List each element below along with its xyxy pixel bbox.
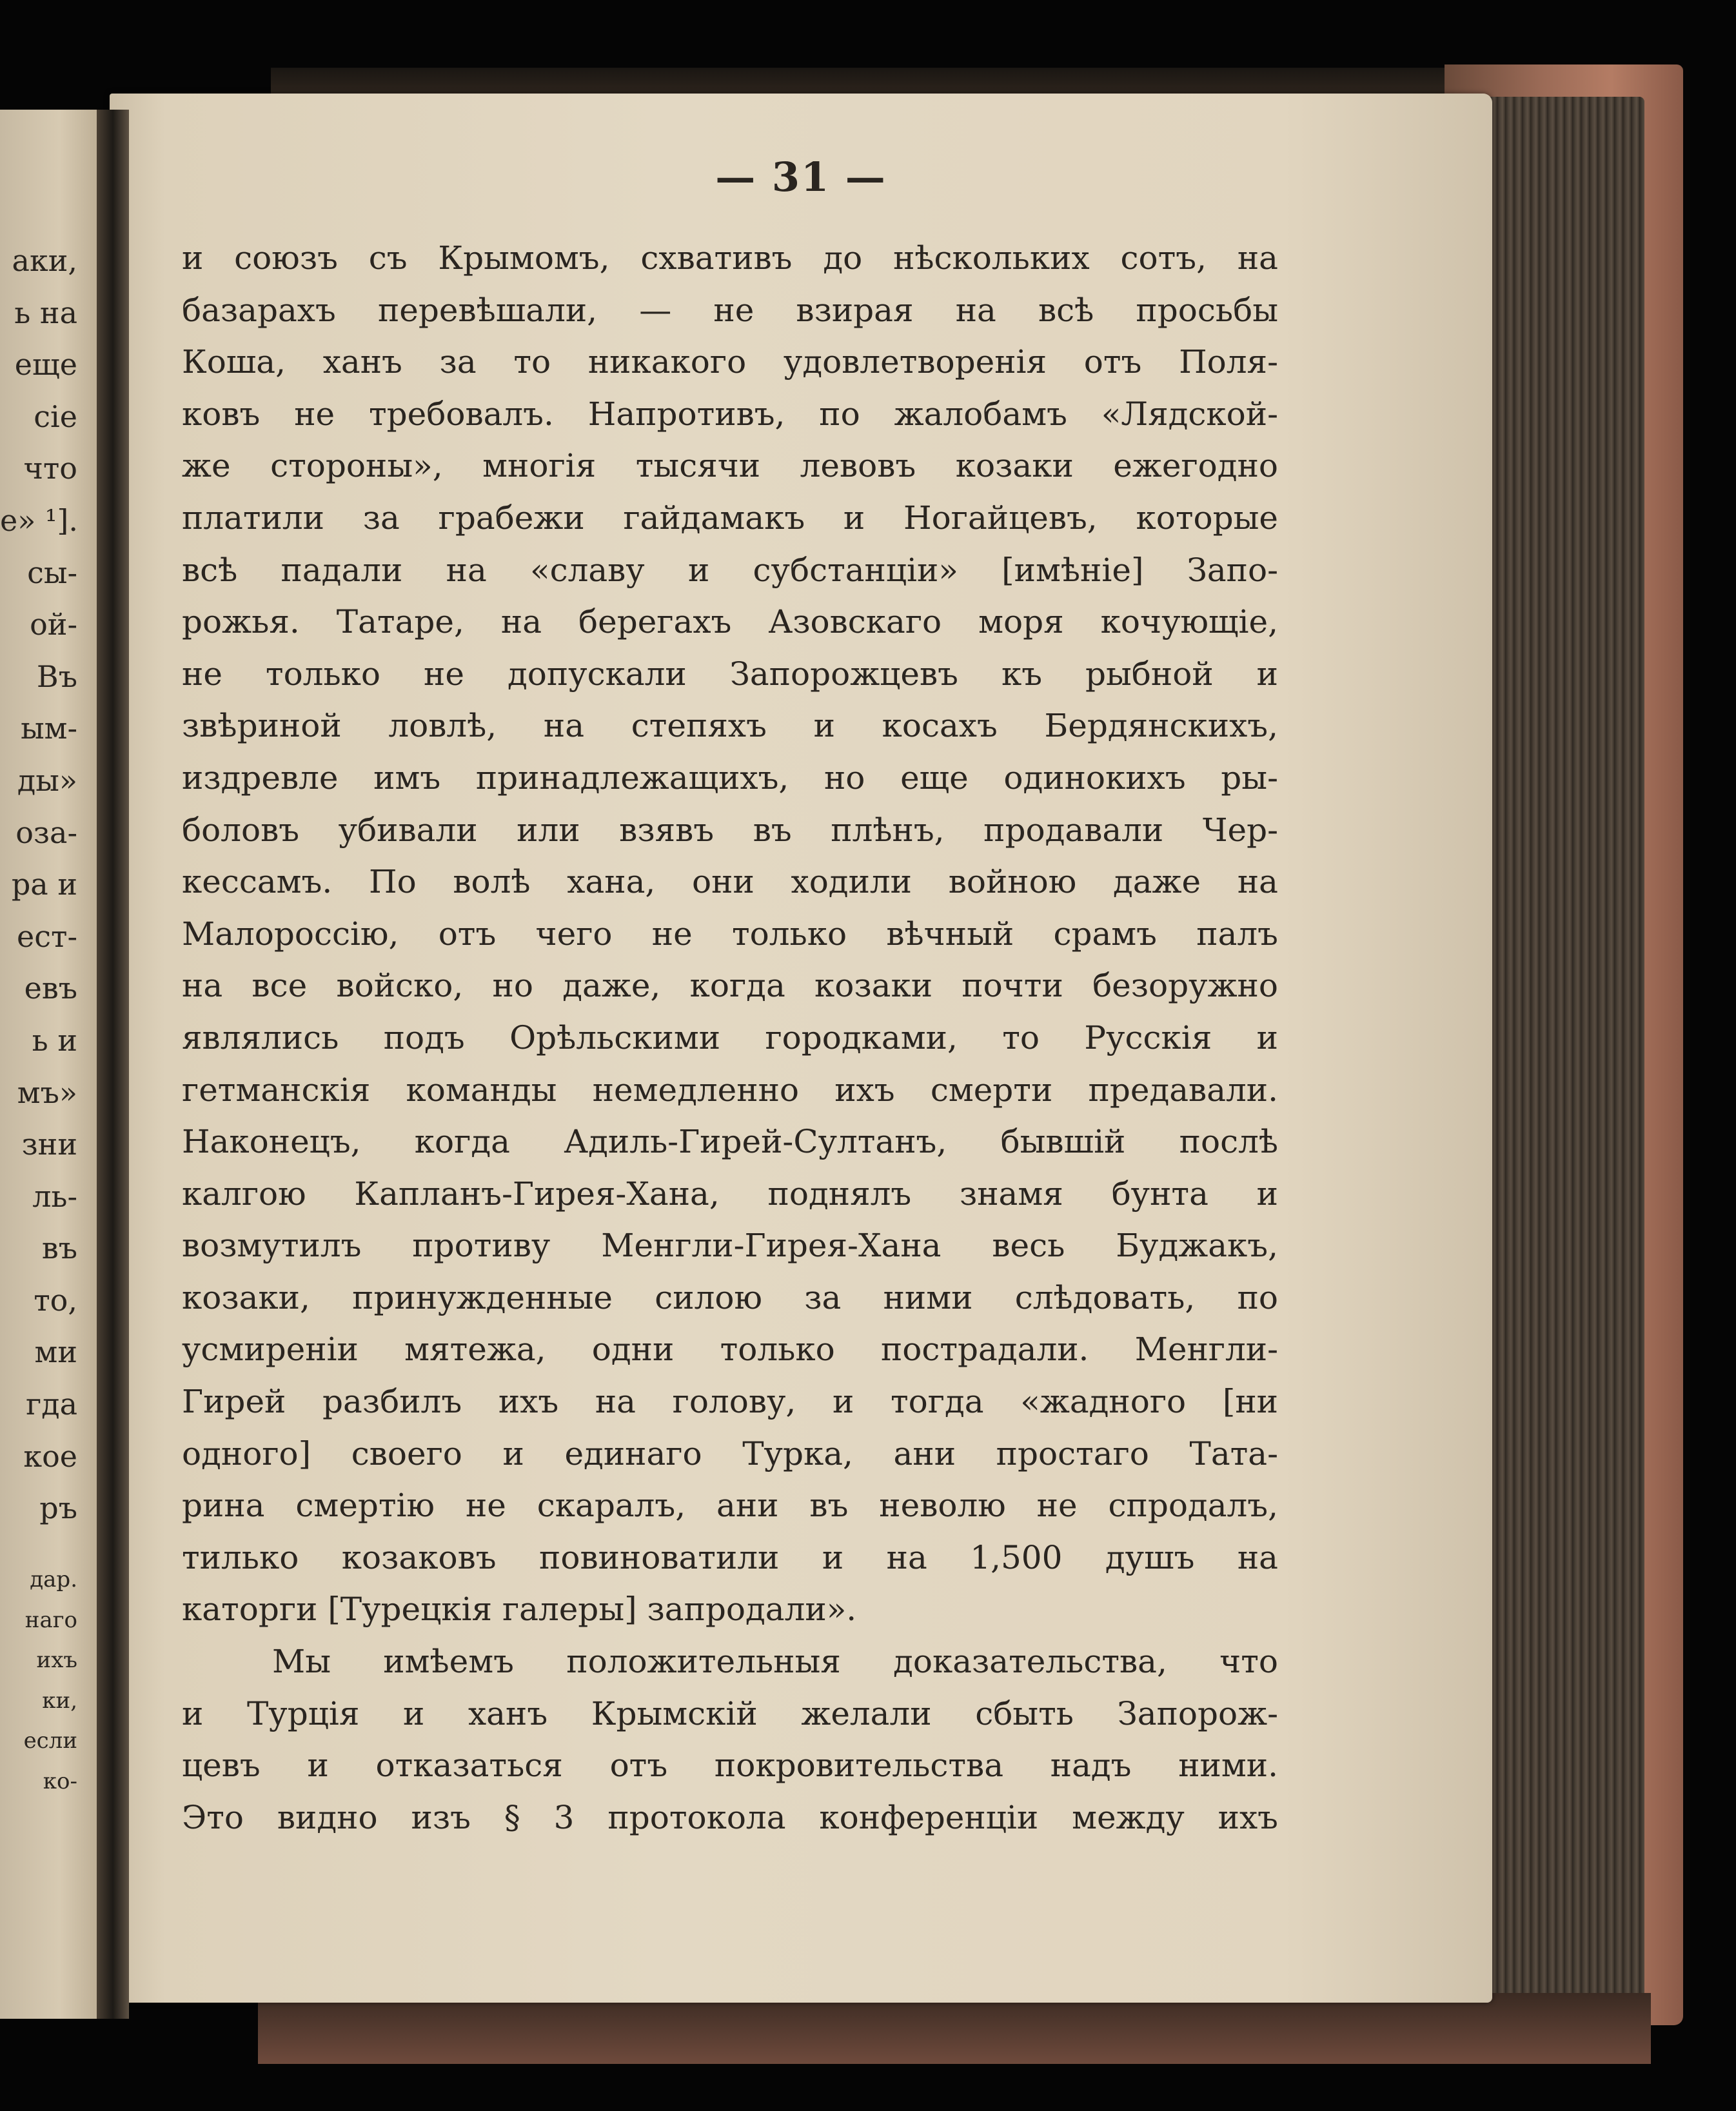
- cover-board-bottom: [258, 1993, 1651, 2064]
- text-line: калгою Капланъ-Гирея-Хана, поднялъ знамя бунта и: [182, 1174, 1278, 1213]
- text-line: издревле имъ принадлежащихъ, но еще одинокихъ ры-: [182, 758, 1278, 797]
- left-note-fragment: если: [23, 1728, 77, 1754]
- text-line: же стороны», многія тысячи левовъ козаки ежегодно: [182, 447, 1278, 485]
- text-line: козаки, принужденные силою за ними слѣдовать, по: [182, 1278, 1278, 1316]
- text-line: усмиреніи мятежа, одни только пострадали. Менгли-: [182, 1331, 1278, 1369]
- text-line: всѣ падали на «славу и субстанціи» [имѣніе] Запо-: [182, 551, 1278, 589]
- left-fragment: гда: [26, 1387, 77, 1422]
- left-fragment: ь на: [14, 295, 77, 330]
- text-line: каторги [Турецкія галеры] запродали».: [182, 1591, 857, 1629]
- text-line: и Турція и ханъ Крымскій желали сбыть Запорож-: [182, 1694, 1278, 1732]
- left-fragment: ды»: [17, 762, 77, 798]
- text-line: на все войско, но даже, когда козаки почти безоружно: [182, 967, 1278, 1005]
- left-fragment: мъ»: [17, 1075, 77, 1110]
- text-line: Гирей разбилъ ихъ на голову, и тогда «жадного [ни: [182, 1383, 1278, 1421]
- left-fragment: ой-: [30, 607, 77, 642]
- left-fragment: еще: [14, 347, 77, 382]
- left-fragment: ми: [34, 1334, 77, 1370]
- text-line: платили за грабежи гайдамакъ и Ногайцевъ, которые: [182, 499, 1278, 537]
- left-page-text-fragments: [0, 235, 77, 1534]
- text-line: одного] своего и единаго Турка, ани простаго Тата-: [182, 1434, 1278, 1472]
- text-line: рожья. Татаре, на берегахъ Азовскаго моря кочующіе,: [182, 603, 1278, 641]
- left-note-fragment: дар.: [30, 1567, 77, 1592]
- left-fragment: кое: [23, 1438, 77, 1474]
- left-fragment: е» ¹].: [0, 502, 78, 538]
- text-line: Это видно изъ § 3 протокола конференціи между ихъ: [182, 1798, 1278, 1836]
- text-line: гетманскія команды немедленно ихъ смерти предавали.: [182, 1071, 1278, 1109]
- text-line: ковъ не требовалъ. Напротивъ, по жалобамъ «Лядской-: [182, 395, 1278, 433]
- left-page-footnote-fragments: [0, 1560, 77, 1801]
- left-note-fragment: ихъ: [36, 1647, 77, 1673]
- text-line: рина смертію не скаралъ, ани въ неволю не спродалъ,: [182, 1487, 1278, 1525]
- left-note-fragment: ко-: [43, 1768, 77, 1794]
- page-number: — 31 —: [715, 154, 887, 201]
- left-fragment: Въ: [36, 659, 77, 694]
- left-fragment: ра и: [11, 867, 77, 902]
- left-fragment: аки,: [12, 243, 77, 278]
- left-fragment: ест-: [17, 918, 77, 954]
- text-line: кессамъ. По волѣ хана, они ходили войною даже на: [182, 863, 1278, 901]
- left-fragment: что: [23, 451, 77, 486]
- text-line: являлись подъ Орѣльскими городками, то Русскія и: [182, 1018, 1278, 1056]
- left-fragment: оза-: [15, 815, 77, 850]
- text-line: не только не допускали Запорожцевъ къ рыбной и: [182, 655, 1278, 693]
- book-spine-gutter: [97, 110, 129, 2019]
- left-fragment: ръ: [39, 1491, 77, 1526]
- left-fragment: то,: [34, 1282, 77, 1318]
- left-fragment: зни: [21, 1127, 77, 1162]
- left-fragment: евъ: [24, 971, 77, 1006]
- text-line: Коша, ханъ за то никакого удовлетворенія отъ Поля-: [182, 343, 1278, 381]
- text-line: цевъ и отказаться отъ покровительства надъ ними.: [182, 1747, 1278, 1785]
- left-fragment: ь и: [32, 1022, 77, 1058]
- text-line: базарахъ перевѣшали, — не взирая на всѣ просьбы: [182, 291, 1278, 329]
- text-line: боловъ убивали или взявъ въ плѣнъ, продавали Чер-: [182, 811, 1278, 849]
- left-fragment: ым-: [21, 711, 77, 746]
- left-note-fragment: наго: [25, 1607, 77, 1633]
- left-note-fragment: ки,: [42, 1687, 77, 1714]
- text-line: Наконецъ, когда Адиль-Гирей-Султанъ, бывшій послѣ: [182, 1123, 1278, 1161]
- left-fragment: ль-: [32, 1178, 77, 1214]
- text-line: тилько козаковъ повиноватили и на 1,500 душъ на: [182, 1538, 1278, 1576]
- left-fragment: въ: [41, 1231, 77, 1266]
- text-line: и союзъ съ Крымомъ, схвативъ до нѣскольких сотъ, на: [182, 239, 1278, 277]
- text-line: возмутилъ противу Менгли-Гирея-Хана весь Буджакъ,: [182, 1227, 1278, 1265]
- left-fragment: сіе: [34, 399, 77, 434]
- text-line: звѣриной ловлѣ, на степяхъ и косахъ Бердянскихъ,: [182, 707, 1278, 745]
- text-line: Малороссію, отъ чего не только вѣчный срамъ палъ: [182, 915, 1278, 953]
- body-text: [182, 232, 1278, 1843]
- text-line: Мы имѣемъ положительныя доказательства, что: [272, 1643, 1278, 1681]
- left-fragment: сы-: [27, 555, 77, 590]
